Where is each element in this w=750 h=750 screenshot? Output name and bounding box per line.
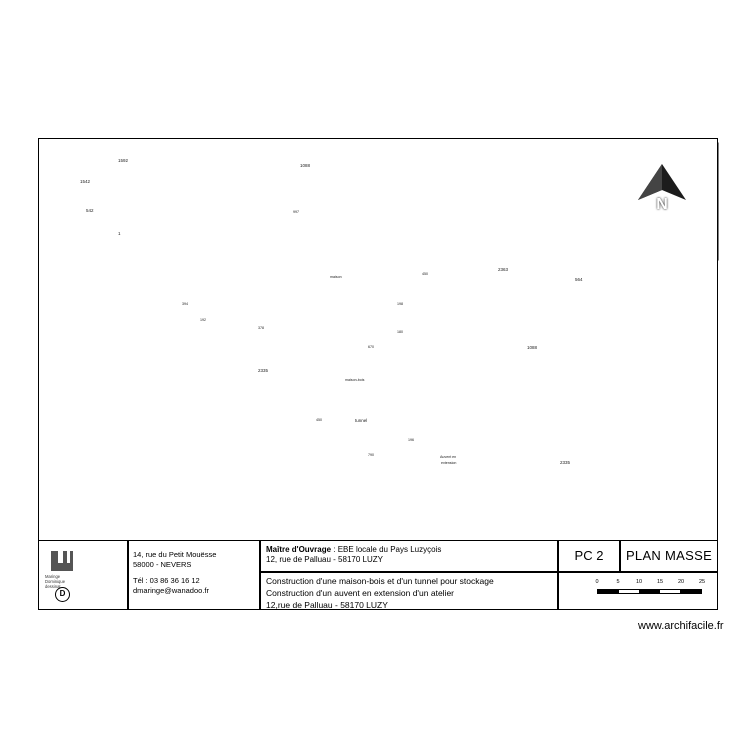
plan-label: tunnel [355, 418, 368, 423]
agency-address-cell [128, 540, 260, 610]
scale-tick: 15 [656, 579, 664, 585]
plan-label: 997 [293, 210, 299, 214]
plan-label: Auvent en [440, 455, 457, 459]
plan-label: 450 [316, 418, 322, 422]
plan-label: 670 [368, 345, 374, 349]
sheet-number: PC 2 [574, 548, 604, 563]
plan-label: 196 [408, 438, 414, 442]
north-label: N [656, 196, 668, 213]
plan-label: 1088 [527, 345, 538, 350]
scale-tick: 20 [677, 579, 685, 585]
plan-label: 1542 [80, 179, 91, 184]
plan-label: 564 [575, 277, 583, 282]
sheet-title-cell [620, 540, 718, 572]
plan-label: 198 [397, 302, 403, 306]
plan-label: 394 [182, 302, 188, 306]
scale-tick: 5 [616, 579, 620, 585]
sheet-number-cell [558, 540, 620, 572]
title-block [38, 540, 718, 610]
plan-label: 180 [397, 330, 403, 334]
plan-label: 2335 [258, 368, 269, 373]
scale-tick: 0 [595, 579, 599, 585]
plan-label: 2335 [560, 460, 571, 465]
scale-bar-graphic [597, 589, 702, 594]
owner-cell [260, 540, 558, 572]
plan-label: 1592 [118, 158, 129, 163]
agency-logo-cell [38, 540, 128, 610]
plan-label: 2363 [498, 267, 509, 272]
scale-bar-cell [558, 572, 718, 610]
plan-label: 790 [368, 453, 374, 457]
plan-label: 542 [86, 208, 94, 213]
agency-logo-icon [51, 551, 73, 571]
project-description-cell [260, 572, 558, 610]
agency-email: dmaringe@wanadoo.fr [133, 586, 209, 595]
plan-label: extension [441, 461, 457, 465]
owner-address: 12, rue de Palluau - 58170 LUZY [266, 555, 383, 564]
agency-phone: Tél : 03 86 36 16 12 [133, 576, 200, 585]
agency-address-line2: 58000 - NEVERS [133, 560, 192, 569]
plan-label: 192 [200, 318, 206, 322]
plan-label: maison [330, 275, 342, 279]
sheet-title: PLAN MASSE [625, 548, 713, 563]
scale-ticks [559, 579, 717, 589]
project-line-1: Construction d'une maison-bois et d'un tunnel pour stockage [266, 576, 494, 586]
agency-caption: Maringe Dominique dessinat... [45, 574, 66, 589]
project-line-3: 12,rue de Palluau - 58170 LUZY [266, 600, 388, 610]
plan-label: 1088 [300, 163, 311, 168]
plan-label: 1 [118, 231, 121, 236]
owner-name: : EBE locale du Pays Luzyçois [333, 545, 442, 554]
agency-badge: D [55, 587, 70, 602]
plan-label: 378 [258, 326, 264, 330]
owner-label: Maître d'Ouvrage [266, 545, 332, 554]
plan-label: maison-bois [345, 378, 365, 382]
scale-tick: 25 [698, 579, 706, 585]
watermark-link: www.archifacile.fr [638, 620, 724, 632]
north-arrow [632, 160, 692, 222]
plan-label: 450 [422, 272, 428, 276]
project-line-2: Construction d'un auvent en extension d'un atelier [266, 588, 455, 598]
agency-address-line1: 14, rue du Petit Mouësse [133, 550, 217, 559]
scale-tick: 10 [635, 579, 643, 585]
